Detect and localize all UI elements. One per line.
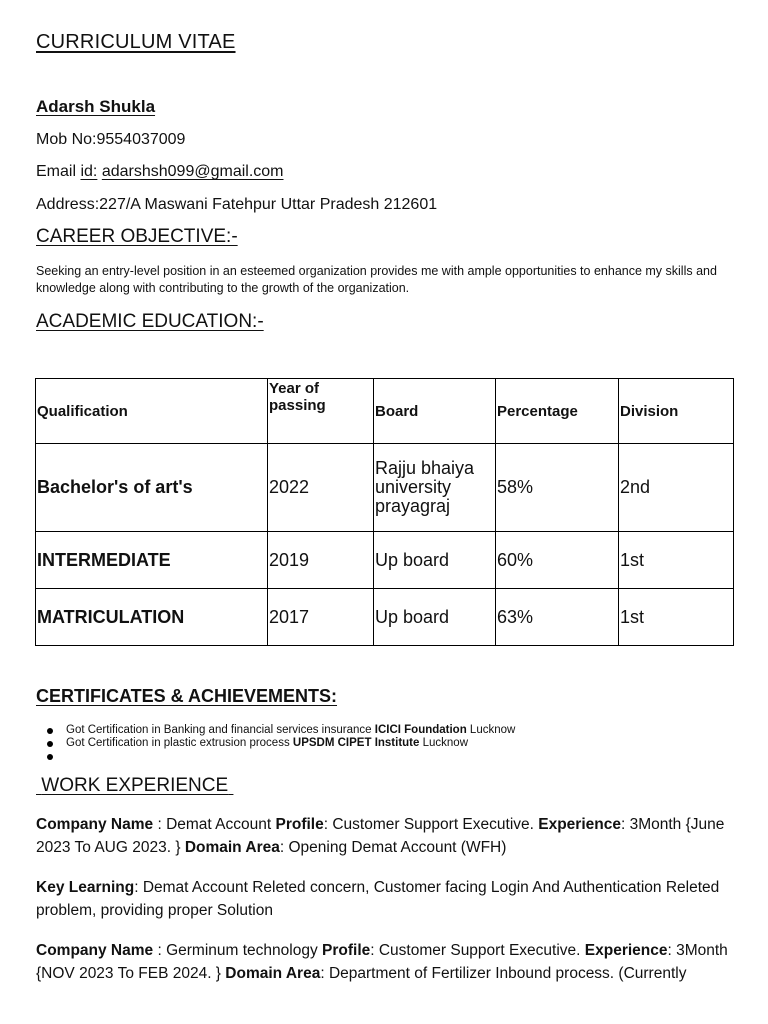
- board-cell: Up board: [374, 532, 496, 589]
- list-item: [66, 724, 515, 737]
- table-row: [36, 532, 734, 589]
- job-entry-1: [36, 813, 736, 859]
- work-experience-heading: [36, 775, 233, 797]
- company-value: : Demat Account: [153, 816, 276, 833]
- work-experience-title: WORK EXPERIENCE: [41, 775, 229, 796]
- qualification-cell: MATRICULATION: [36, 589, 268, 646]
- company-value: : Germinum technology: [153, 942, 323, 959]
- career-objective-text: Seeking an entry-level position in an esteemed organization provides me with ample opportunities to enhance my skills and knowledge along with contributing to the growth of the organization.: [36, 264, 717, 295]
- key-learning-label: Key Learning: [36, 879, 135, 896]
- column-header: Division: [619, 379, 734, 444]
- percentage-cell: 58%: [496, 444, 619, 532]
- key-learning: [36, 876, 736, 922]
- year-cell: 2022: [268, 444, 374, 532]
- domain-label: Domain Area: [184, 839, 280, 856]
- email-link[interactable]: adarshsh099@gmail.com: [101, 163, 284, 180]
- table-header-row: [36, 379, 734, 444]
- academic-education-heading: ACADEMIC EDUCATION:-: [36, 311, 264, 332]
- mobile-number: Mob No:9554037009: [36, 131, 186, 148]
- column-header: Percentage: [496, 379, 619, 444]
- table-row: [36, 444, 734, 532]
- profile-label: Profile: [322, 942, 371, 959]
- certificate-place: Lucknow: [419, 737, 469, 749]
- profile-value: : Customer Support Executive.: [323, 816, 539, 833]
- domain-value: : Department of Fertilizer Inbound process. (Currently: [320, 965, 687, 982]
- percentage-cell: 60%: [496, 532, 619, 589]
- profile-label: Profile: [275, 816, 324, 833]
- document-title: CURRICULUM VITAE: [36, 31, 236, 53]
- company-label: Company Name: [36, 816, 154, 833]
- table-row: [36, 589, 734, 646]
- domain-value: : Opening Demat Account (WFH): [279, 839, 507, 856]
- profile-value: : Customer Support Executive.: [370, 942, 585, 959]
- career-objective-heading: CAREER OBJECTIVE:-: [36, 226, 238, 247]
- division-cell: 1st: [619, 532, 734, 589]
- experience-label: Experience: [538, 816, 621, 833]
- key-learning-value: : Demat Account Releted concern, Customer facing Login And Authentication Releted problem, providing proper Solution: [36, 879, 720, 919]
- qualification-cell: Bachelor's of art's: [36, 444, 268, 532]
- percentage-cell: 63%: [496, 589, 619, 646]
- email-id-label: id:: [80, 163, 98, 180]
- education-table: [35, 378, 734, 646]
- year-cell: 2019: [268, 532, 374, 589]
- company-label: Company Name: [36, 942, 154, 959]
- board-cell: Rajju bhaiya university prayagraj: [374, 444, 496, 532]
- email-prefix: Email: [36, 163, 77, 180]
- experience-value: : 3Month {June 2023 To AUG 2023. }: [36, 816, 725, 856]
- domain-label: Domain Area: [225, 965, 321, 982]
- certificates-list: [36, 724, 515, 763]
- list-item: [66, 737, 515, 750]
- experience-label: Experience: [584, 942, 668, 959]
- certificate-text: Got Certification in Banking and financial services insurance: [66, 724, 375, 736]
- certificate-place: Lucknow: [466, 724, 516, 736]
- division-cell: 1st: [619, 589, 734, 646]
- list-item: [66, 750, 515, 763]
- column-header: Board: [374, 379, 496, 444]
- address: Address:227/A Maswani Fatehpur Uttar Pradesh 212601: [36, 196, 438, 213]
- email-line: [36, 163, 284, 181]
- certificates-heading: CERTIFICATES & ACHIEVEMENTS:: [36, 686, 338, 706]
- certificate-text: Got Certification in plastic extrusion process: [66, 737, 293, 749]
- division-cell: 2nd: [619, 444, 734, 532]
- candidate-name: Adarsh Shukla: [36, 97, 156, 116]
- column-header: Qualification: [36, 379, 268, 444]
- certificate-org: UPSDM CIPET Institute: [292, 737, 420, 749]
- experience-value: : 3Month {NOV 2023 To FEB 2024. }: [36, 942, 728, 982]
- board-cell: Up board: [374, 589, 496, 646]
- certificate-org: ICICI Foundation: [374, 724, 467, 736]
- column-header: Year of passing: [268, 379, 374, 444]
- year-cell: 2017: [268, 589, 374, 646]
- job-entry-2: [36, 939, 736, 985]
- qualification-cell: INTERMEDIATE: [36, 532, 268, 589]
